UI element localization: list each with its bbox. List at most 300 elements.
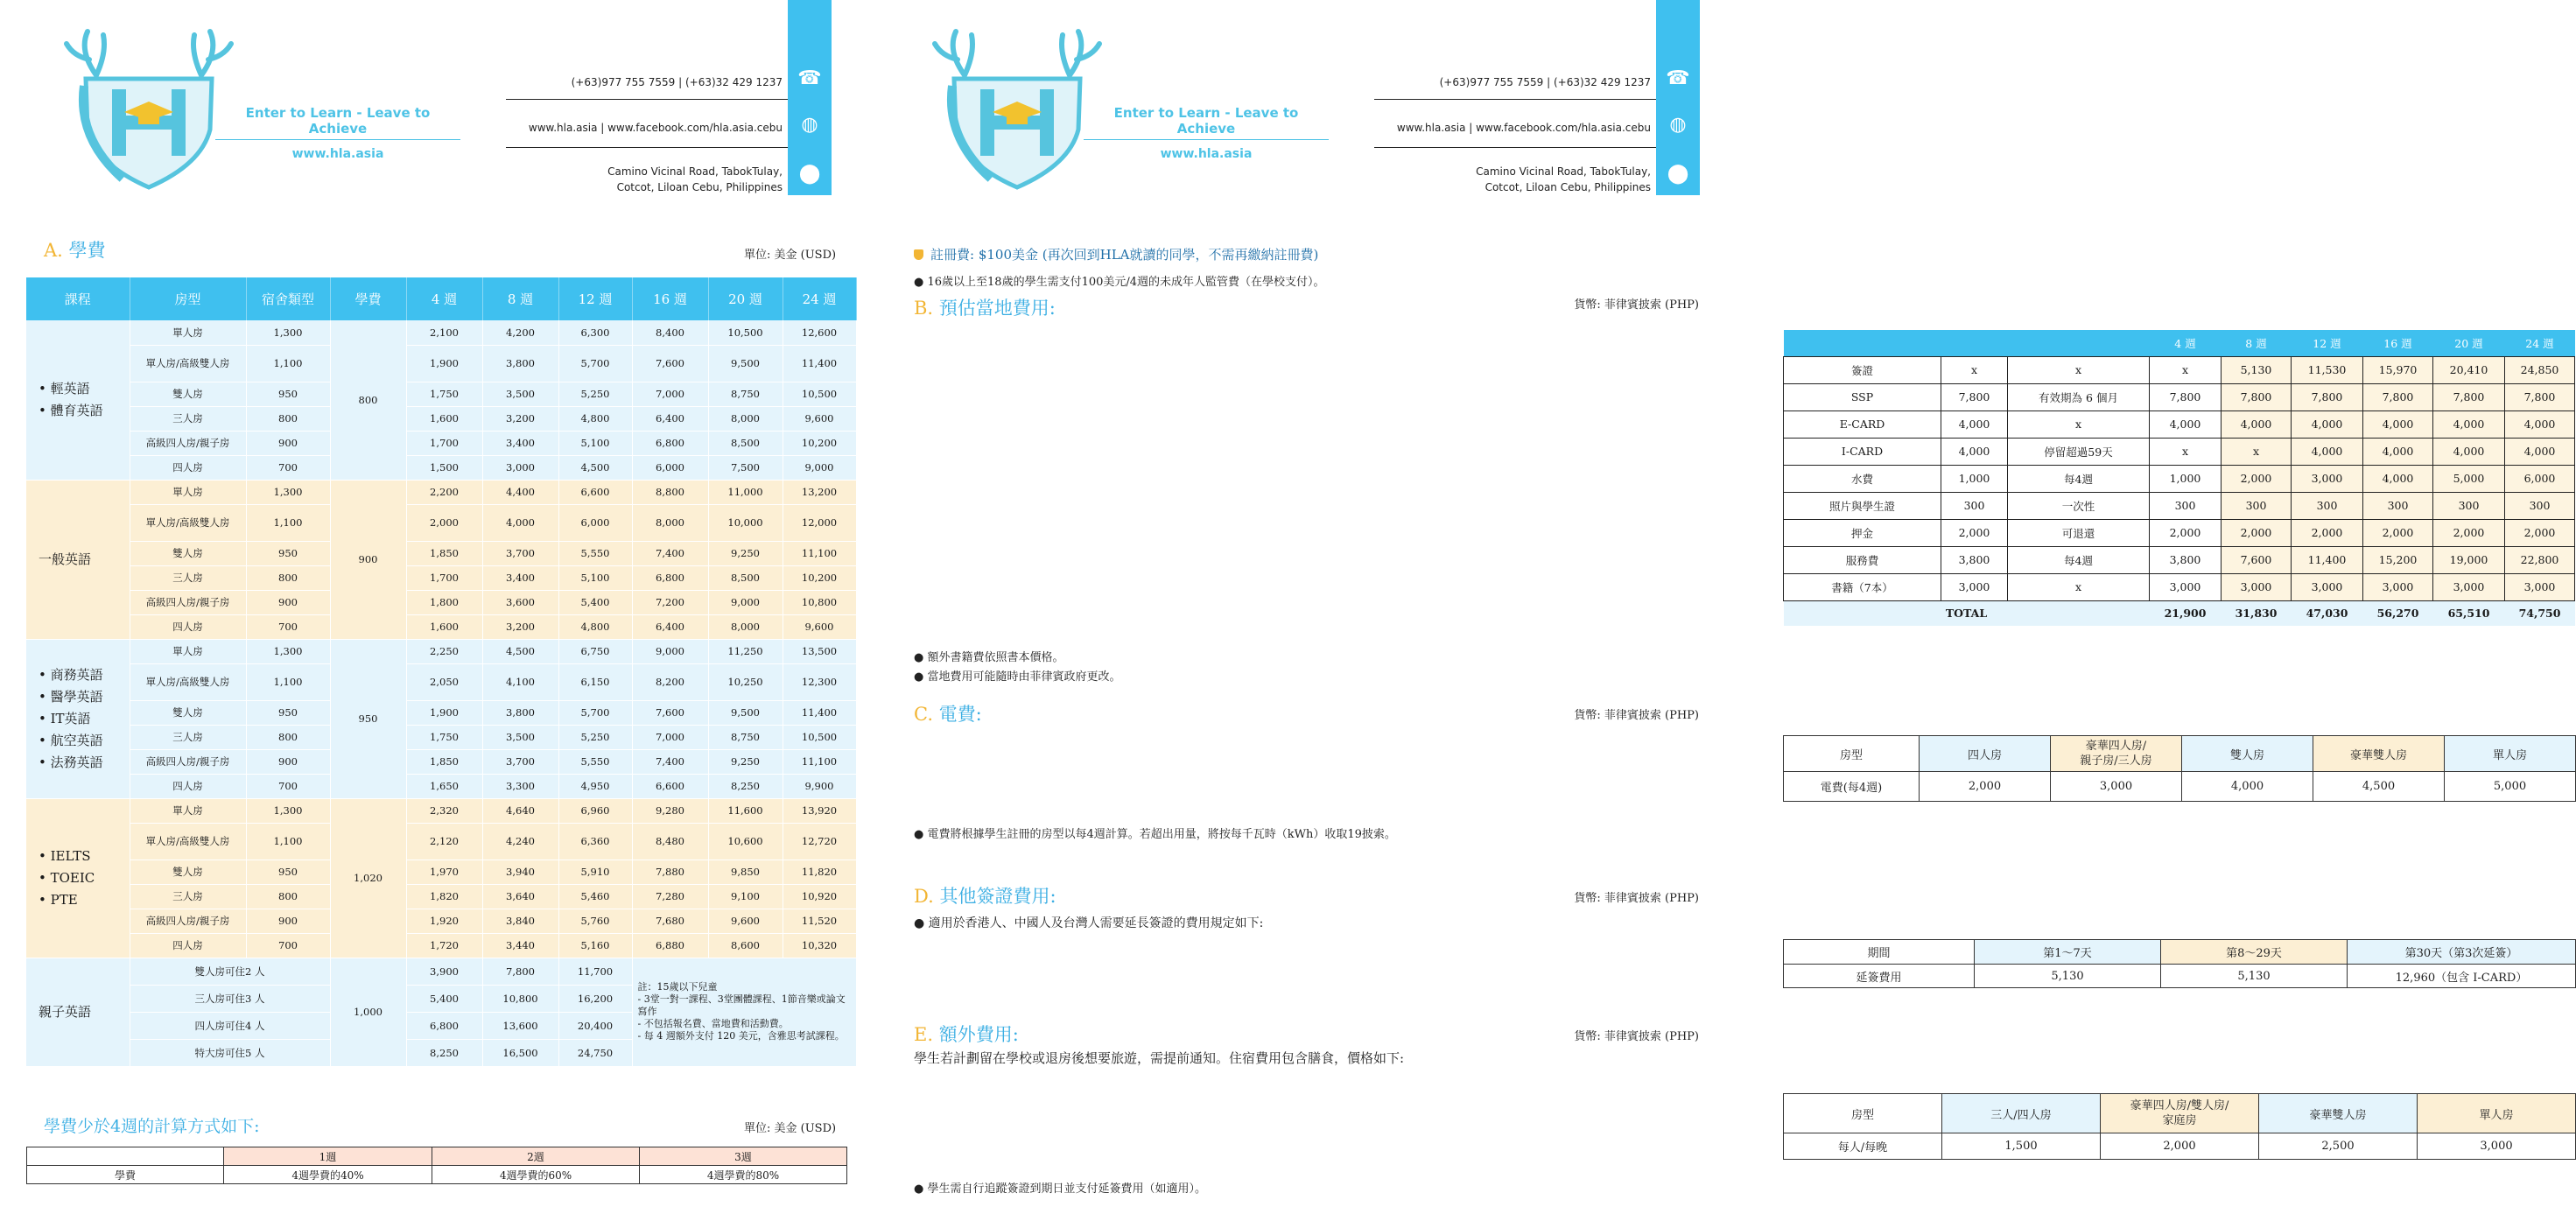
school-url: www.hla.asia bbox=[1160, 147, 1253, 161]
price-cell: 5,550 bbox=[558, 749, 632, 774]
price-cell: 12,000 bbox=[783, 504, 856, 541]
course-name: • 商務英語 bbox=[39, 666, 103, 683]
total-cell: 21,900 bbox=[2150, 600, 2222, 626]
tuition-header: 8 週 bbox=[482, 277, 558, 320]
short-weeks-header: 2週 bbox=[432, 1147, 640, 1166]
electric-label: 電費(每4週) bbox=[1784, 772, 1920, 802]
visa-table bbox=[1783, 939, 2576, 988]
price-cell: 4,500 bbox=[482, 639, 558, 663]
price-cell: 1,600 bbox=[406, 406, 482, 431]
dorm-fee: 800 bbox=[246, 725, 330, 749]
price-cell: 4,640 bbox=[482, 798, 558, 823]
price-cell: 8,480 bbox=[632, 823, 708, 860]
price-cell: 7,000 bbox=[632, 382, 708, 406]
room-type: 三人房 bbox=[130, 725, 246, 749]
price-cell: 10,200 bbox=[783, 565, 856, 590]
tuition-fee: 900 bbox=[330, 480, 406, 639]
price-cell: 6,750 bbox=[558, 639, 632, 663]
price-cell: 11,100 bbox=[783, 749, 856, 774]
course-name: • 航空英語 bbox=[39, 732, 103, 748]
tuition-header: 課程 bbox=[26, 277, 130, 320]
price-cell: 8,250 bbox=[708, 774, 783, 798]
course-name: • 法務英語 bbox=[39, 754, 103, 770]
price-cell: 9,850 bbox=[708, 860, 783, 884]
room-type: 高級四人房/親子房 bbox=[130, 431, 246, 455]
price-cell: 5,250 bbox=[558, 725, 632, 749]
electric-table bbox=[1783, 735, 2576, 802]
tuition-table bbox=[26, 277, 857, 1067]
price-cell: 4,240 bbox=[482, 823, 558, 860]
fee-cell: 11,400 bbox=[2292, 546, 2363, 573]
dorm-fee: 1,100 bbox=[246, 504, 330, 541]
fee-cell: 4,000 bbox=[2292, 438, 2363, 465]
fee-cell: 每4週 bbox=[2008, 465, 2150, 492]
divider bbox=[506, 147, 788, 148]
local-fees-header: 4 週 bbox=[2150, 330, 2222, 356]
price-cell: 4,800 bbox=[558, 614, 632, 639]
room-type: 單人房 bbox=[130, 320, 246, 345]
price-cell: 3,800 bbox=[482, 345, 558, 382]
short-weeks-cell: 4週學費的40% bbox=[224, 1166, 432, 1184]
registration-note: ● 16歲以上至18歲的學生需支付100美元/4週的未成年人監管費（在學校支付）。 bbox=[914, 276, 1325, 289]
room-type: 單人房 bbox=[130, 639, 246, 663]
page-header bbox=[0, 0, 868, 210]
price-cell: 10,500 bbox=[783, 382, 856, 406]
short-weeks-header: 3週 bbox=[640, 1147, 847, 1166]
price-cell: 8,000 bbox=[708, 406, 783, 431]
fee-cell: 停留超過59天 bbox=[2008, 438, 2150, 465]
location-pin-icon: ⬤ bbox=[1667, 163, 1689, 185]
price-cell: 5,700 bbox=[558, 345, 632, 382]
price-cell: 1,900 bbox=[406, 345, 482, 382]
fee-cell: 2,000 bbox=[2363, 519, 2433, 546]
extra-cell: 2,500 bbox=[2259, 1133, 2418, 1160]
price-cell: 3,400 bbox=[482, 565, 558, 590]
globe-icon: ◍ bbox=[1669, 114, 1687, 136]
fee-cell: 4,000 bbox=[2433, 411, 2505, 438]
slogan-text: Enter to Learn - Leave to Achieve bbox=[1084, 105, 1329, 140]
price-cell: 10,250 bbox=[708, 663, 783, 700]
price-cell: 13,200 bbox=[783, 480, 856, 504]
price-cell: 3,840 bbox=[482, 909, 558, 933]
price-cell: 3,600 bbox=[482, 590, 558, 614]
price-cell: 10,000 bbox=[708, 504, 783, 541]
fee-cell: 1,000 bbox=[2150, 465, 2222, 492]
dorm-fee: 900 bbox=[246, 749, 330, 774]
price-cell: 2,100 bbox=[406, 320, 482, 345]
dorm-fee: 900 bbox=[246, 909, 330, 933]
price-cell: 9,250 bbox=[708, 749, 783, 774]
price-cell: 5,400 bbox=[406, 985, 482, 1012]
price-cell: 20,400 bbox=[558, 1012, 632, 1039]
price-cell: 11,250 bbox=[708, 639, 783, 663]
price-cell: 3,300 bbox=[482, 774, 558, 798]
fee-cell: x bbox=[2222, 438, 2292, 465]
course-name: 親子英語 bbox=[39, 1003, 92, 1020]
price-cell: 2,000 bbox=[406, 504, 482, 541]
right-page bbox=[868, 0, 2561, 1228]
price-cell: 6,000 bbox=[558, 504, 632, 541]
price-cell: 10,800 bbox=[783, 590, 856, 614]
price-cell: 6,800 bbox=[406, 1012, 482, 1039]
local-fees-header: 24 週 bbox=[2505, 330, 2575, 356]
electric-note: ● 電費將根據學生註冊的房型以每4週計算。若超出用量，將按每千瓦時（kWh）收取19披索。 bbox=[914, 828, 1396, 841]
price-cell: 3,700 bbox=[482, 749, 558, 774]
fee-cell: x bbox=[2008, 573, 2150, 600]
price-cell: 2,320 bbox=[406, 798, 482, 823]
web-text: www.hla.asia | www.facebook.com/hla.asia.cebu bbox=[528, 122, 783, 134]
price-cell: 8,750 bbox=[708, 725, 783, 749]
dorm-fee: 1,300 bbox=[246, 639, 330, 663]
fee-cell: x bbox=[2008, 356, 2150, 383]
extra-header: 單人房 bbox=[2418, 1094, 2576, 1133]
phone-icon: ☎ bbox=[797, 67, 822, 89]
fee-cell: 5,130 bbox=[2222, 356, 2292, 383]
price-cell: 6,960 bbox=[558, 798, 632, 823]
fee-cell: 22,800 bbox=[2505, 546, 2575, 573]
price-cell: 7,600 bbox=[632, 345, 708, 382]
page-header bbox=[868, 0, 1737, 210]
dorm-fee: 950 bbox=[246, 700, 330, 725]
price-cell: 5,910 bbox=[558, 860, 632, 884]
price-cell: 1,970 bbox=[406, 860, 482, 884]
price-cell: 9,250 bbox=[708, 541, 783, 565]
tuition-fee: 1,020 bbox=[330, 798, 406, 958]
dorm-fee: 1,100 bbox=[246, 345, 330, 382]
fee-cell: 1,000 bbox=[1941, 465, 2008, 492]
extra-label: 每人/每晚 bbox=[1784, 1133, 1942, 1160]
price-cell: 1,850 bbox=[406, 541, 482, 565]
fee-cell: x bbox=[2008, 411, 2150, 438]
room-type: 三人房 bbox=[130, 565, 246, 590]
fee-cell: 4,000 bbox=[2292, 411, 2363, 438]
registration-fee-line bbox=[914, 245, 1318, 263]
divider bbox=[1374, 99, 1656, 100]
price-cell: 10,920 bbox=[783, 884, 856, 909]
price-cell: 8,500 bbox=[708, 431, 783, 455]
price-cell: 6,300 bbox=[558, 320, 632, 345]
local-fees-unit: 貨幣: 菲律賓披索 (PHP) bbox=[1574, 298, 1699, 312]
room-type: 四人房 bbox=[130, 933, 246, 958]
price-cell: 3,000 bbox=[482, 455, 558, 480]
price-cell: 1,920 bbox=[406, 909, 482, 933]
price-cell: 5,100 bbox=[558, 565, 632, 590]
visa-note: ● 適用於香港人、中國人及台灣人需要延長簽證的費用規定如下: bbox=[914, 916, 1264, 930]
price-cell: 8,000 bbox=[632, 504, 708, 541]
price-cell: 1,750 bbox=[406, 725, 482, 749]
price-cell: 11,400 bbox=[783, 700, 856, 725]
total-cell: 74,750 bbox=[2505, 600, 2575, 626]
fee-cell: 24,850 bbox=[2505, 356, 2575, 383]
price-cell: 4,400 bbox=[482, 480, 558, 504]
room-type: 特大房可住5 人 bbox=[130, 1039, 330, 1066]
fee-item: 簽證 bbox=[1784, 356, 1941, 383]
room-type: 單人房/高級雙人房 bbox=[130, 504, 246, 541]
price-cell: 13,500 bbox=[783, 639, 856, 663]
short-weeks-unit: 單位: 美金 (USD) bbox=[744, 1122, 837, 1135]
price-cell: 11,600 bbox=[708, 798, 783, 823]
electric-header: 房型 bbox=[1784, 736, 1920, 772]
section-e-title: E. 額外費用: bbox=[914, 1024, 1019, 1045]
course-name: • 體育英語 bbox=[39, 402, 103, 418]
school-url: www.hla.asia bbox=[291, 147, 384, 161]
dorm-fee: 950 bbox=[246, 382, 330, 406]
address-line-1: Camino Vicinal Road, TabokTulay, bbox=[1476, 165, 1651, 178]
dorm-fee: 700 bbox=[246, 614, 330, 639]
fee-cell: 11,530 bbox=[2292, 356, 2363, 383]
price-cell: 1,700 bbox=[406, 565, 482, 590]
dorm-fee: 800 bbox=[246, 565, 330, 590]
fee-cell: 一次性 bbox=[2008, 492, 2150, 519]
electric-header: 雙人房 bbox=[2182, 736, 2313, 772]
room-type: 雙人房 bbox=[130, 541, 246, 565]
electric-cell: 3,000 bbox=[2051, 772, 2182, 802]
dorm-fee: 900 bbox=[246, 431, 330, 455]
local-fees-note: ● 額外書籍費依照書本價格。 bbox=[914, 651, 1064, 664]
section-a-title: A. 學費 bbox=[44, 240, 106, 261]
room-type: 四人房 bbox=[130, 455, 246, 480]
location-pin-icon: ⬤ bbox=[798, 163, 821, 185]
extra-header: 房型 bbox=[1784, 1094, 1942, 1133]
price-cell: 5,700 bbox=[558, 700, 632, 725]
price-cell: 8,200 bbox=[632, 663, 708, 700]
price-cell: 5,160 bbox=[558, 933, 632, 958]
price-cell: 16,200 bbox=[558, 985, 632, 1012]
price-cell: 4,950 bbox=[558, 774, 632, 798]
fee-cell: 7,600 bbox=[2222, 546, 2292, 573]
fee-item: 押金 bbox=[1784, 519, 1941, 546]
price-cell: 1,600 bbox=[406, 614, 482, 639]
dorm-fee: 700 bbox=[246, 455, 330, 480]
fee-cell: 2,000 bbox=[1941, 519, 2008, 546]
price-cell: 3,940 bbox=[482, 860, 558, 884]
fee-cell: 有效期為 6 個月 bbox=[2008, 383, 2150, 411]
price-cell: 2,200 bbox=[406, 480, 482, 504]
fee-cell: 5,000 bbox=[2433, 465, 2505, 492]
electric-cell: 4,500 bbox=[2313, 772, 2445, 802]
price-cell: 9,600 bbox=[708, 909, 783, 933]
price-cell: 6,800 bbox=[632, 431, 708, 455]
room-type: 雙人房 bbox=[130, 700, 246, 725]
total-cell: 65,510 bbox=[2433, 600, 2505, 626]
short-weeks-cell: 4週學費的80% bbox=[640, 1166, 847, 1184]
visa-cell: 12,960（包含 I-CARD） bbox=[2348, 965, 2576, 988]
price-cell: 1,900 bbox=[406, 700, 482, 725]
dorm-fee: 950 bbox=[246, 860, 330, 884]
tuition-fee: 1,000 bbox=[330, 958, 406, 1066]
fee-cell: 3,800 bbox=[2150, 546, 2222, 573]
contact-bar bbox=[788, 0, 832, 195]
fee-cell: 可退還 bbox=[2008, 519, 2150, 546]
course-name-cell bbox=[26, 958, 130, 1066]
total-cell: 56,270 bbox=[2363, 600, 2433, 626]
price-cell: 6,400 bbox=[632, 614, 708, 639]
price-cell: 7,000 bbox=[632, 725, 708, 749]
course-name-cell bbox=[26, 320, 130, 480]
price-cell: 12,300 bbox=[783, 663, 856, 700]
price-cell: 3,500 bbox=[482, 725, 558, 749]
price-cell: 3,200 bbox=[482, 406, 558, 431]
fee-cell: 4,000 bbox=[1941, 438, 2008, 465]
price-cell: 2,050 bbox=[406, 663, 482, 700]
electric-header: 豪華四人房/ 親子房/三人房 bbox=[2051, 736, 2182, 772]
dorm-fee: 900 bbox=[246, 590, 330, 614]
dorm-fee: 800 bbox=[246, 406, 330, 431]
price-cell: 24,750 bbox=[558, 1039, 632, 1066]
short-weeks-table bbox=[26, 1147, 847, 1184]
dorm-fee: 1,300 bbox=[246, 320, 330, 345]
registration-fee-text: 註冊費: $100美金 (再次回到HLA就讀的同學，不需再繳納註冊費) bbox=[930, 247, 1319, 263]
fee-cell: 300 bbox=[1941, 492, 2008, 519]
course-name-cell bbox=[26, 639, 130, 798]
fee-cell: 15,200 bbox=[2363, 546, 2433, 573]
price-cell: 8,800 bbox=[632, 480, 708, 504]
fee-cell: 300 bbox=[2505, 492, 2575, 519]
fee-cell: 2,000 bbox=[2150, 519, 2222, 546]
price-cell: 7,400 bbox=[632, 541, 708, 565]
short-weeks-title: 學費少於4週的計算方式如下: bbox=[44, 1117, 260, 1136]
price-cell: 13,920 bbox=[783, 798, 856, 823]
extra-unit: 貨幣: 菲律賓披索 (PHP) bbox=[1574, 1030, 1699, 1043]
fee-cell: 4,000 bbox=[1941, 411, 2008, 438]
price-cell: 10,500 bbox=[783, 725, 856, 749]
divider bbox=[1374, 147, 1656, 148]
price-cell: 5,100 bbox=[558, 431, 632, 455]
fee-item: SSP bbox=[1784, 383, 1941, 411]
fee-cell: 19,000 bbox=[2433, 546, 2505, 573]
price-cell: 1,820 bbox=[406, 884, 482, 909]
room-type: 四人房可住4 人 bbox=[130, 1012, 330, 1039]
extra-header: 豪華雙人房 bbox=[2259, 1094, 2418, 1133]
price-cell: 9,280 bbox=[632, 798, 708, 823]
electric-header: 單人房 bbox=[2445, 736, 2576, 772]
room-type: 雙人房可住2 人 bbox=[130, 958, 330, 985]
price-cell: 7,880 bbox=[632, 860, 708, 884]
visa-header: 第30天（第3次延簽） bbox=[2348, 940, 2576, 965]
address-line-1: Camino Vicinal Road, TabokTulay, bbox=[607, 165, 783, 178]
dorm-fee: 1,100 bbox=[246, 823, 330, 860]
fee-cell: 3,000 bbox=[2150, 573, 2222, 600]
left-page bbox=[0, 0, 868, 1228]
fee-cell: 3,000 bbox=[2363, 573, 2433, 600]
price-cell: 9,000 bbox=[632, 639, 708, 663]
room-type: 三人房 bbox=[130, 884, 246, 909]
total-cell: 47,030 bbox=[2292, 600, 2363, 626]
dorm-fee: 1,100 bbox=[246, 663, 330, 700]
dorm-fee: 700 bbox=[246, 933, 330, 958]
fee-cell: 300 bbox=[2363, 492, 2433, 519]
visa-cell: 5,130 bbox=[2161, 965, 2348, 988]
local-fees-header bbox=[1941, 330, 2008, 356]
price-cell: 8,750 bbox=[708, 382, 783, 406]
tuition-header: 學費 bbox=[330, 277, 406, 320]
price-cell: 9,100 bbox=[708, 884, 783, 909]
extra-intro: 學生若計劃留在學校或退房後想要旅遊，需提前通知。住宿費用包含膳食，價格如下: bbox=[914, 1050, 1405, 1066]
fee-cell: 7,800 bbox=[2505, 383, 2575, 411]
family-note: 註：15歲以下兒童 - 3堂一對一課程、3堂團體課程、1節音樂或論文寫作 - 不包括報名費、當地費和活動費。 - 每 4 週額外支付 120 美元，含雅思考試課程。 bbox=[632, 958, 856, 1066]
price-cell: 11,820 bbox=[783, 860, 856, 884]
price-cell: 7,500 bbox=[708, 455, 783, 480]
price-cell: 7,200 bbox=[632, 590, 708, 614]
price-cell: 6,880 bbox=[632, 933, 708, 958]
fee-cell: x bbox=[1941, 356, 2008, 383]
price-cell: 10,500 bbox=[708, 320, 783, 345]
tuition-header: 16 週 bbox=[632, 277, 708, 320]
short-weeks-cell: 4週學費的60% bbox=[432, 1166, 640, 1184]
local-fees-header bbox=[1784, 330, 1941, 356]
room-type: 高級四人房/親子房 bbox=[130, 909, 246, 933]
fee-item: 書籍（7本） bbox=[1784, 573, 1941, 600]
hla-logo bbox=[930, 25, 1105, 191]
room-type: 單人房/高級雙人房 bbox=[130, 663, 246, 700]
fee-cell: 4,000 bbox=[2363, 411, 2433, 438]
extra-table bbox=[1783, 1093, 2576, 1160]
fee-cell: 7,800 bbox=[1941, 383, 2008, 411]
visa-header: 第1～7天 bbox=[1975, 940, 2161, 965]
address-line-2: Cotcot, Liloan Cebu, Philippines bbox=[616, 181, 783, 193]
fee-cell: 2,000 bbox=[2292, 519, 2363, 546]
tuition-header: 宿舍類型 bbox=[246, 277, 330, 320]
shield-icon bbox=[914, 249, 923, 260]
local-fees-header: 8 週 bbox=[2222, 330, 2292, 356]
course-name: • 輕英語 bbox=[39, 380, 90, 396]
course-name: • IT英語 bbox=[39, 710, 91, 726]
electric-cell: 2,000 bbox=[1920, 772, 2051, 802]
fee-cell: 3,000 bbox=[2433, 573, 2505, 600]
price-cell: 6,000 bbox=[632, 455, 708, 480]
total-cell: 31,830 bbox=[2222, 600, 2292, 626]
fee-cell: 3,000 bbox=[2292, 573, 2363, 600]
room-type: 三人房 bbox=[130, 406, 246, 431]
price-cell: 16,500 bbox=[482, 1039, 558, 1066]
course-name: • TOEIC bbox=[39, 869, 95, 886]
fee-cell: 3,000 bbox=[2505, 573, 2575, 600]
price-cell: 12,720 bbox=[783, 823, 856, 860]
extra-note: ● 學生需自行追蹤簽證到期日並支付延簽費用（如適用）。 bbox=[914, 1182, 1206, 1196]
fee-cell: 4,000 bbox=[2222, 411, 2292, 438]
price-cell: 10,800 bbox=[482, 985, 558, 1012]
room-type: 單人房/高級雙人房 bbox=[130, 823, 246, 860]
price-cell: 10,320 bbox=[783, 933, 856, 958]
slogan-block bbox=[215, 105, 460, 161]
web-text: www.hla.asia | www.facebook.com/hla.asia.cebu bbox=[1396, 122, 1651, 134]
extra-cell: 1,500 bbox=[1942, 1133, 2101, 1160]
price-cell: 7,680 bbox=[632, 909, 708, 933]
section-c-title: C. 電費: bbox=[914, 704, 982, 725]
fee-cell: 7,800 bbox=[2363, 383, 2433, 411]
price-cell: 9,000 bbox=[783, 455, 856, 480]
extra-header: 豪華四人房/雙人房/ 家庭房 bbox=[2101, 1094, 2259, 1133]
price-cell: 3,900 bbox=[406, 958, 482, 985]
price-cell: 3,500 bbox=[482, 382, 558, 406]
price-cell: 7,400 bbox=[632, 749, 708, 774]
price-cell: 5,400 bbox=[558, 590, 632, 614]
price-cell: 4,500 bbox=[558, 455, 632, 480]
total-label: TOTAL bbox=[1784, 600, 2150, 626]
price-cell: 5,550 bbox=[558, 541, 632, 565]
course-name: 一般英語 bbox=[39, 551, 92, 567]
price-cell: 6,600 bbox=[632, 774, 708, 798]
fee-cell: x bbox=[2150, 438, 2222, 465]
local-fees-table bbox=[1783, 330, 2575, 626]
visa-header: 期間 bbox=[1784, 940, 1975, 965]
fee-cell: 15,970 bbox=[2363, 356, 2433, 383]
price-cell: 4,200 bbox=[482, 320, 558, 345]
price-cell: 11,700 bbox=[558, 958, 632, 985]
fee-cell: 300 bbox=[2150, 492, 2222, 519]
local-fees-header: 20 週 bbox=[2433, 330, 2505, 356]
price-cell: 8,500 bbox=[708, 565, 783, 590]
